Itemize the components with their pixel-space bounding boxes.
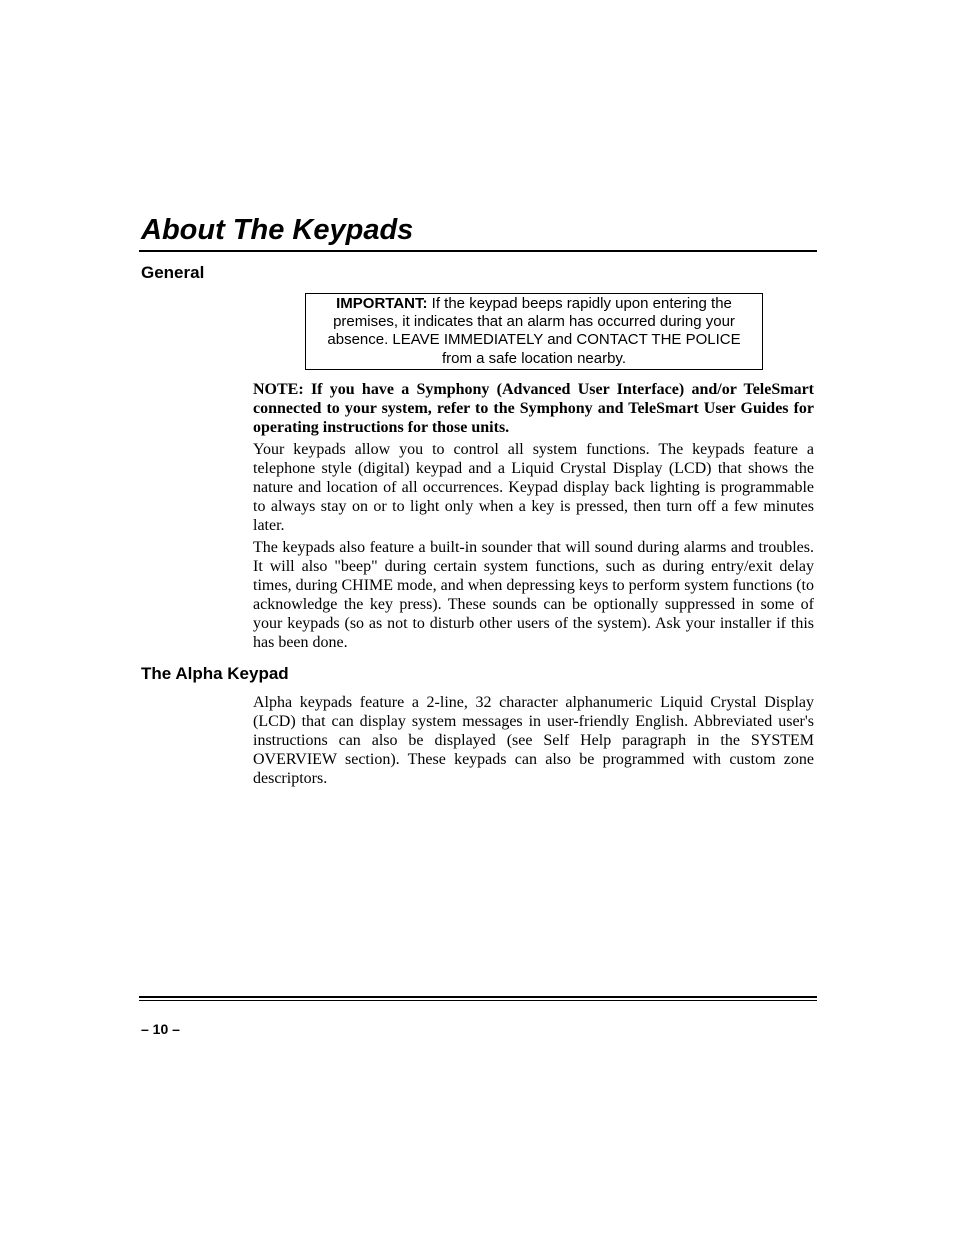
general-heading: General — [141, 263, 205, 282]
title-rule — [139, 250, 817, 252]
page-number: – 10 – — [141, 1021, 180, 1037]
symphony-note: NOTE: If you have a Symphony (Advanced User Interface) and/or TeleSmart connected to your system, refer to the Symphony and TeleSmart User Guides for operating instructions for those units. — [253, 381, 814, 436]
important-notice-box — [305, 293, 763, 370]
alpha-keypad-paragraph: Alpha keypads feature a 2-line, 32 character alphanumeric Liquid Crystal Display (LCD) that can display system messages in user-friendly English. Abbreviated user's instructions can also be displayed (see Self Help paragraph in the SYSTEM OVERVIEW section). These keypads can also be programmed with custom zone descriptors. — [253, 694, 814, 787]
keypads-paragraph-2: The keypads also feature a built-in sounder that will sound during alarms and troubles. It will also "beep" during certain system functions, such as during entry/exit delay times, during CHIME mode, and when depressing keys to perform system functions (to acknowledge the key press). These sounds can be optionally suppressed in some of your keypads (so as not to disturb other users of the system). Ask your installer if this has been done. — [253, 539, 814, 651]
footer-rule-thick — [139, 996, 817, 998]
page-title: About The Keypads — [141, 214, 414, 246]
important-label: IMPORTANT: — [336, 295, 428, 312]
alpha-keypad-heading: The Alpha Keypad — [141, 664, 289, 683]
keypads-paragraph-1: Your keypads allow you to control all system functions. The keypads feature a telephone style (digital) keypad and a Liquid Crystal Display (LCD) that shows the nature and location of all occurrences. Keypad display back lighting is programmable to always stay on or to light only when a key is pressed, then turn off a few minutes later. — [253, 441, 814, 534]
important-text: If the keypad beeps rapidly upon entering the premises, it indicates that an alarm has occurred during your absence. LEAVE IMMEDIATELY and CONTACT THE POLICE from a safe location nearby. — [327, 295, 741, 367]
footer-rule-thin — [139, 1000, 817, 1001]
